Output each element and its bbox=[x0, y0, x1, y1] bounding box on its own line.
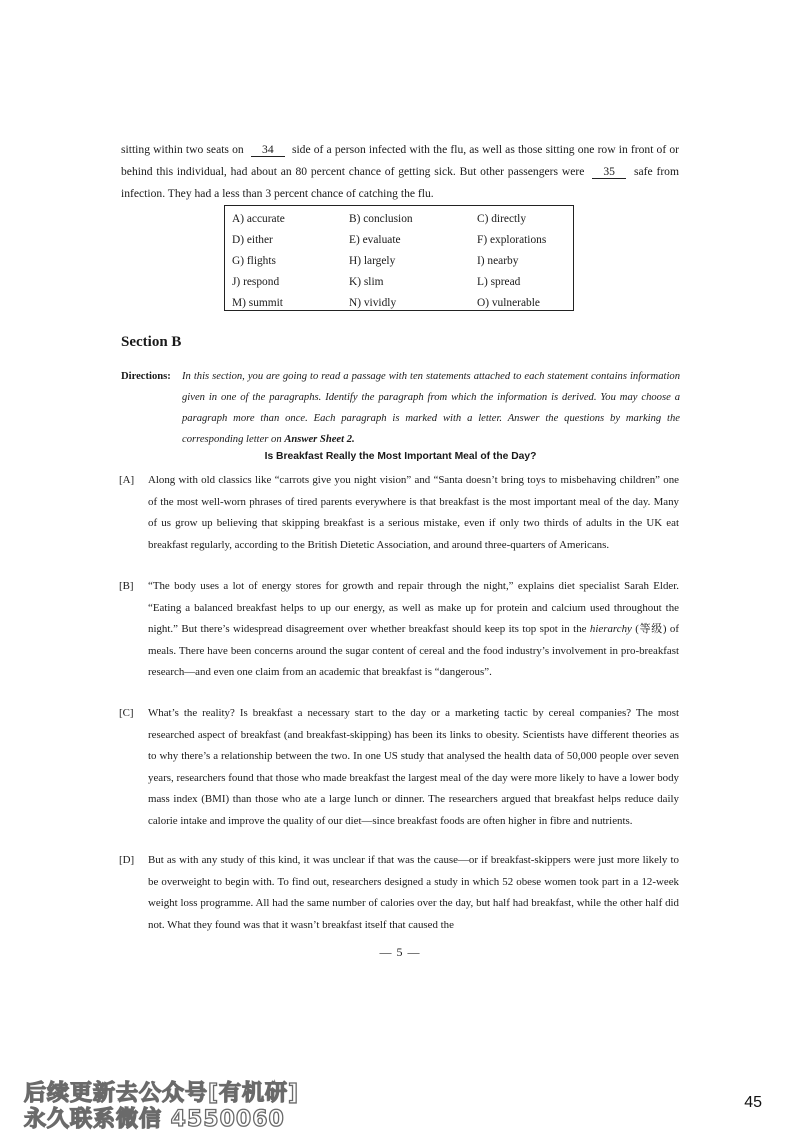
word-option-m: M) summit bbox=[232, 296, 283, 309]
paragraph-letter: [A] bbox=[119, 474, 135, 486]
intro-text-part3: safe from infection. They had a less than 3 percent chance of catching the flu. bbox=[121, 165, 679, 200]
section-title: Section B bbox=[121, 334, 182, 350]
word-option-g: G) flights bbox=[232, 254, 276, 267]
word-option-a: A) accurate bbox=[232, 212, 285, 225]
paragraph-text: But as with any study of this kind, it was unclear if that was the cause—or if breakfast-skippers were just more likely to be overweight to begin with. To find out, researchers designed a study in which 52 obese women took part in a 12-week weight loss programme. All had the same number of calories over the day, but half had breakfast, while the other half did not. What they found was that it wasn’t breakfast itself that caused the bbox=[148, 854, 679, 931]
blank-35: 35 bbox=[592, 165, 626, 179]
passage-title: Is Breakfast Really the Most Important Meal of the Day? bbox=[264, 451, 537, 462]
intro-text-part1: sitting within two seats on bbox=[121, 143, 244, 156]
paragraph-text bbox=[148, 576, 679, 684]
answer-sheet-label: Answer Sheet 2. bbox=[284, 434, 355, 445]
paragraph-b bbox=[119, 576, 679, 684]
word-option-k: K) slim bbox=[349, 275, 384, 288]
paragraph-c bbox=[119, 703, 679, 832]
directions-text: In this section, you are going to read a passage with ten statements attached to each statement contains information given in one of the paragraphs. Identify the paragraph from which the information is derived. You may choose a paragraph more than once. Each paragraph is marked with a letter. Answer the questions by marking the corresponding letter on bbox=[182, 371, 680, 445]
paragraph-text-part2: of meals. There have been concerns around the sugar content of cereal and the food industry’s involvement in pro-breakfast research—and even one claim from an academic that breakfast is “dangerous”. bbox=[148, 623, 679, 678]
word-option-l: L) spread bbox=[477, 275, 521, 288]
chinese-gloss: (等级) bbox=[635, 623, 667, 635]
paragraph-d bbox=[119, 850, 679, 936]
intro-text-part2: side of a person infected with the flu, as well as those sitting one row in front of or behind this individual, had about an 80 percent chance of getting sick. But other passengers were bbox=[121, 143, 679, 178]
paragraph-letter: [D] bbox=[119, 854, 135, 866]
word-option-b: B) conclusion bbox=[349, 212, 413, 225]
word-option-f: F) explorations bbox=[477, 233, 547, 246]
paragraph-text: What’s the reality? Is breakfast a necessary start to the day or a marketing tactic by cereal companies? The most researched aspect of breakfast (and breakfast-skipping) has been its links to obesity. Scientists have different theories as to why there’s a relationship between the two. In one US study that analysed the health data of 50,000 people over seven years, researchers found that those who made breakfast the largest meal of the day were more likely to have a lower body mass index (BMI) than those who ate a large lunch or dinner. The researchers argued that breakfast helps reduce daily calorie intake and improve the quality of our diet—since breakfast foods are often higher in fibre and nutrients. bbox=[148, 707, 679, 827]
paragraph-letter: [C] bbox=[119, 707, 134, 719]
word-option-d: D) either bbox=[232, 233, 273, 246]
word-option-j: J) respond bbox=[232, 275, 280, 288]
paragraph-text: Along with old classics like “carrots give you night vision” and “Santa doesn’t bring toys to misbehaving children” one of the most well-worn phrases of tired parents everywhere is that breakfast is the most important meal of the day. Many of us grow up believing that skipping breakfast is a serious mistake, even if only two thirds of adults in the UK eat breakfast regularly, according to the British Dietetic Association, and around three-quarters of Americans. bbox=[148, 474, 679, 551]
directions-body bbox=[182, 366, 680, 450]
paragraph-letter: [B] bbox=[119, 580, 134, 592]
paragraph-a bbox=[119, 470, 679, 556]
watermark-line-1: 后续更新去公众号[有机研] bbox=[24, 1081, 300, 1106]
word-option-c: C) directly bbox=[477, 212, 527, 225]
page-number: — 5 — bbox=[379, 945, 421, 959]
watermark-line-2: 永久联系微信 4550060 bbox=[24, 1107, 285, 1132]
intro-passage-text bbox=[121, 139, 679, 205]
word-bank-box bbox=[224, 205, 574, 311]
word-option-h: H) largely bbox=[349, 254, 396, 267]
blank-34: 34 bbox=[251, 143, 285, 157]
corner-page-number: 45 bbox=[744, 1094, 762, 1111]
directions-block bbox=[121, 366, 680, 450]
directions-label: Directions: bbox=[121, 371, 171, 382]
word-option-n: N) vividly bbox=[349, 296, 397, 309]
word-option-e: E) evaluate bbox=[349, 233, 401, 246]
paragraph-text-part1: “The body uses a lot of energy stores for growth and repair through the night,” explains diet specialist Sarah Elder. “Eating a balanced breakfast helps to up our energy, as well as make up for protein and calcium used throughout the night.” But there’s widespread disagreement over whether breakfast should keep its top spot in the bbox=[148, 580, 679, 635]
word-option-i: I) nearby bbox=[477, 254, 519, 267]
word-option-o: O) vulnerable bbox=[477, 296, 540, 309]
glossed-word: hierarchy bbox=[589, 623, 632, 635]
